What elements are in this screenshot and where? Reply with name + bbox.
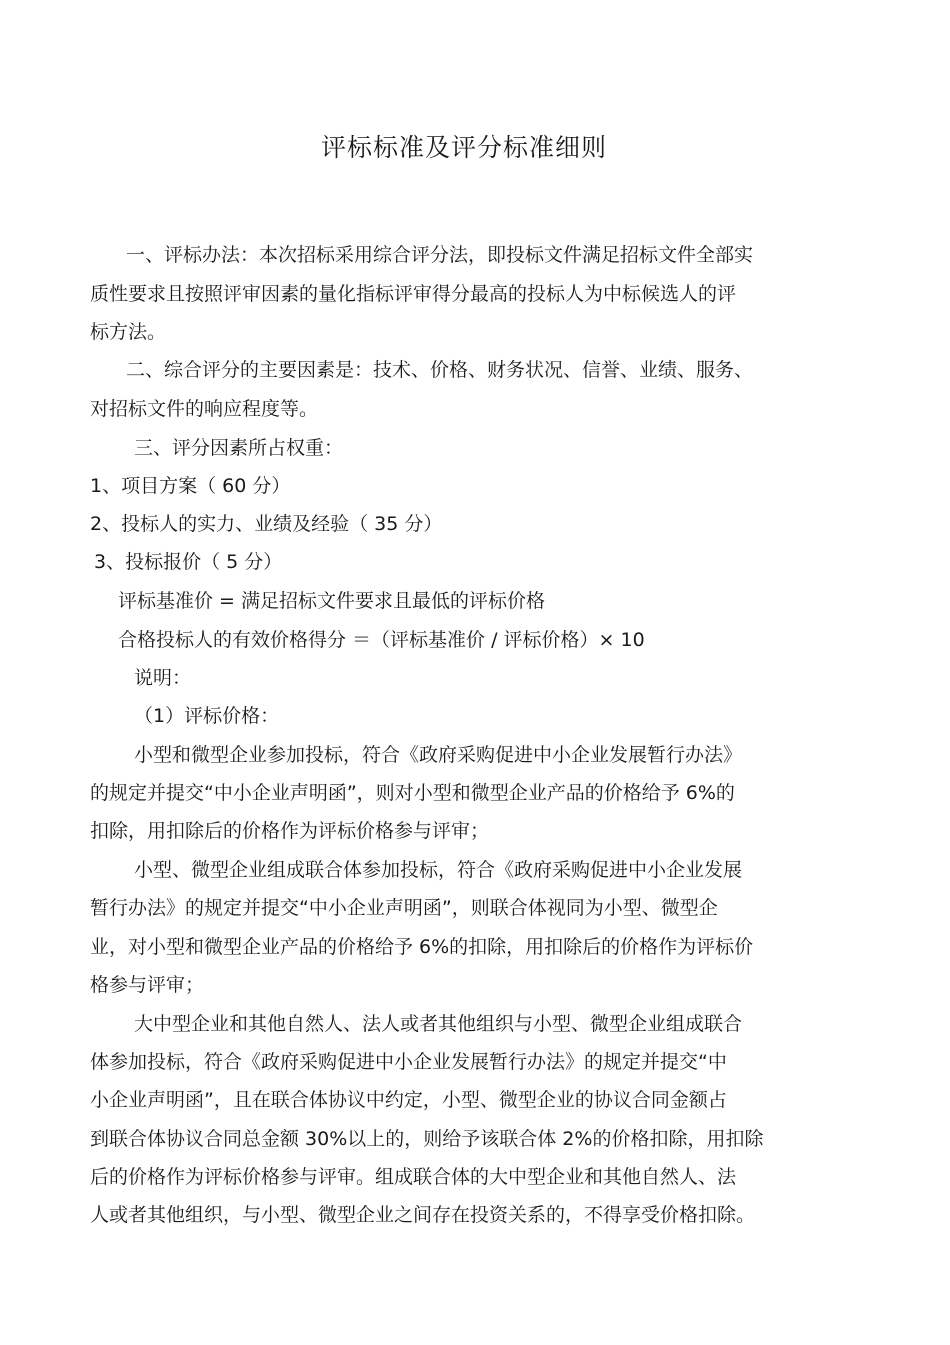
paragraph-line: 扣除，用扣除后的价格作为评标价格参与评审； (90, 820, 490, 842)
paragraph-line: 人或者其他组织，与小型、微型企业之间存在投资关系的，不得享受价格扣除。 (90, 1204, 756, 1226)
paragraph-line: 的规定并提交“中小企业声明函”，则对小型和微型企业产品的价格给予 6%的 (90, 782, 735, 804)
paragraph-line: 暂行办法》的规定并提交“中小企业声明函”，则联合体视同为小型、微型企 (90, 897, 718, 919)
list-item: 2、投标人的实力、业绩及经验（ 35 分） (90, 513, 443, 535)
paragraph-line: 一、评标办法：本次招标采用综合评分法，即投标文件满足招标文件全部实 (126, 244, 754, 266)
paragraph-line: 对招标文件的响应程度等。 (90, 398, 319, 420)
paragraph-line: 体参加投标，符合《政府采购促进中小企业发展暂行办法》的规定并提交“中 (90, 1051, 727, 1073)
list-item: 3、投标报价（ 5 分） (94, 551, 283, 573)
paragraph-line: （1）评标价格： (134, 705, 280, 727)
formula-line: 合格投标人的有效价格得分 ＝（评标基准价 / 评标价格）× 10 (118, 629, 645, 651)
formula-line: 评标基准价 = 满足招标文件要求且最低的评标价格 (118, 590, 546, 612)
paragraph-line: 后的价格作为评标价格参与评审。组成联合体的大中型企业和其他自然人、法 (90, 1166, 737, 1188)
paragraph-line: 小企业声明函”，且在联合体协议中约定，小型、微型企业的协议合同金额占 (90, 1089, 727, 1111)
paragraph-line: 小型、微型企业组成联合体参加投标，符合《政府采购促进中小企业发展 (134, 859, 743, 881)
paragraph-line: 大中型企业和其他自然人、法人或者其他组织与小型、微型企业组成联合 (134, 1013, 743, 1035)
paragraph-line: 格参与评审； (90, 974, 205, 996)
paragraph-line: 质性要求且按照评审因素的量化指标评审得分最高的投标人为中标候选人的评 (90, 283, 737, 305)
list-item: 1、项目方案（ 60 分） (90, 475, 291, 497)
paragraph-line: 三、评分因素所占权重： (134, 437, 344, 459)
document-title: 评标标准及评分标准细则 (320, 133, 607, 162)
paragraph-line: 到联合体协议合同总金额 30%以上的，则给予该联合体 2%的价格扣除，用扣除 (90, 1128, 764, 1150)
paragraph-line: 标方法。 (90, 321, 167, 343)
paragraph-line: 小型和微型企业参加投标，符合《政府采购促进中小企业发展暂行办法》 (134, 744, 743, 766)
paragraph-line: 二、综合评分的主要因素是：技术、价格、财务状况、信誉、业绩、服务、 (126, 359, 754, 381)
paragraph-line: 说明： (134, 667, 192, 689)
paragraph-line: 业，对小型和微型企业产品的价格给予 6%的扣除，用扣除后的价格作为评标价 (90, 936, 754, 958)
